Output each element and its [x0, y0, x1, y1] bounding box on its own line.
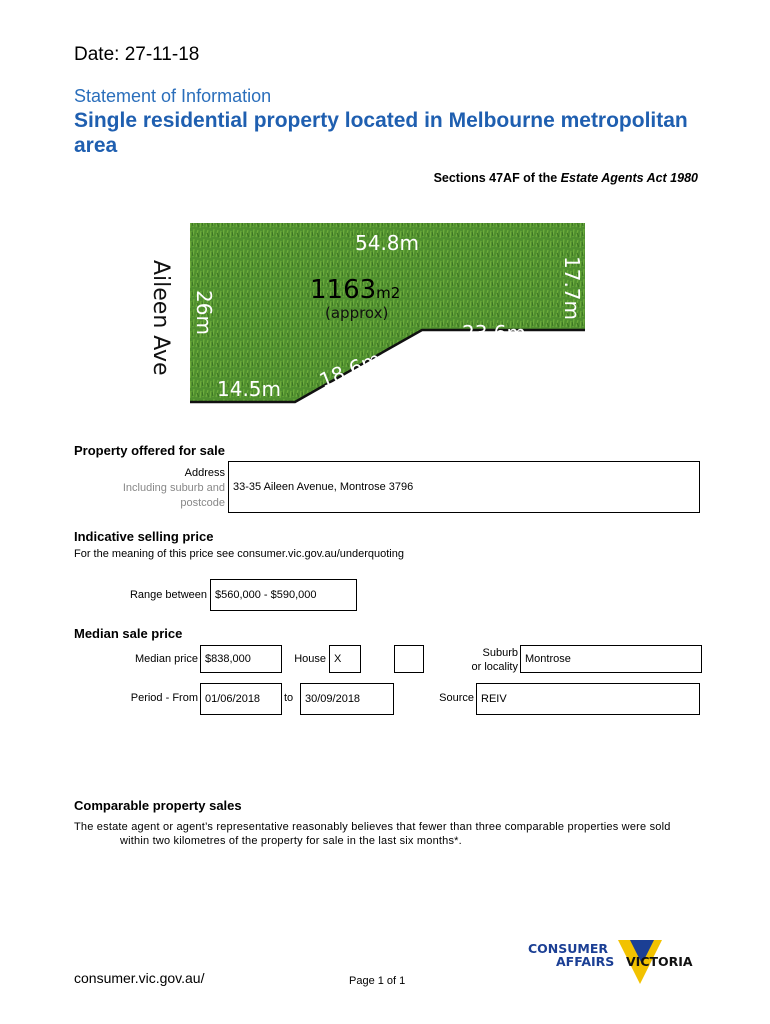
logo-text-consumer: CONSUMER [528, 941, 609, 956]
edge-top-label: 54.8m [355, 231, 420, 255]
legislation-prefix: Sections 47AF of the [433, 171, 561, 185]
house-checkbox[interactable]: X [329, 645, 361, 673]
page-title: Single residential property located in Melbourne metropolitan area [74, 109, 688, 157]
document-date: Date: 27-11-18 [74, 44, 200, 65]
address-label-line2: Including suburb and [122, 482, 225, 494]
period-from-field[interactable]: 01/06/2018 [200, 683, 282, 715]
range-label: Range between [129, 589, 207, 601]
footer-url[interactable]: consumer.vic.gov.au/ [74, 970, 205, 986]
median-price-heading: Median sale price [74, 626, 183, 641]
comparable-sales-heading: Comparable property sales [74, 798, 242, 813]
suburb-field[interactable]: Montrose [520, 645, 702, 673]
street-label: Aileen Ave [148, 260, 173, 376]
price-range-field[interactable]: $560,000 - $590,000 [210, 579, 357, 611]
address-label-line3: postcode [180, 497, 225, 509]
address-label-line1: Address [184, 467, 225, 479]
period-from-label: Period - From [130, 692, 198, 704]
area-value: 1163 [310, 275, 377, 305]
edge-left-label: 26m [192, 290, 216, 335]
statement-subtitle: Statement of Information [74, 86, 272, 106]
address-label [80, 466, 225, 511]
area-approx: (approx) [325, 304, 389, 322]
consumer-affairs-victoria-logo [526, 938, 704, 986]
property-offered-heading: Property offered for sale [74, 443, 225, 458]
comparable-sales-text-line1: The estate agent or agent’s representative reasonably believes that fewer than three comparable properties were sold [74, 821, 671, 833]
page-number: Page 1 of 1 [349, 975, 406, 987]
edge-inner-right-label: 23.6m [462, 321, 527, 345]
period-to-field[interactable]: 30/09/2018 [300, 683, 394, 715]
area-unit: m2 [376, 284, 401, 302]
address-field[interactable]: 33-35 Aileen Avenue, Montrose 3796 [228, 461, 700, 513]
edge-right-label: 17.7m [560, 256, 584, 321]
logo-text-victoria: VICTORIA [626, 954, 693, 969]
edge-diagonal-label: 18.6m [315, 346, 385, 393]
suburb-label-line2: or locality [471, 661, 518, 673]
legislation-reference [434, 171, 698, 185]
suburb-label-line1: Suburb [482, 647, 518, 659]
logo-text-affairs: AFFAIRS [556, 954, 615, 969]
source-label: Source [439, 692, 474, 704]
median-price-field[interactable]: $838,000 [200, 645, 282, 673]
legislation-act: Estate Agents Act 1980 [560, 171, 698, 185]
house-label: House [294, 653, 326, 665]
unit-checkbox[interactable] [394, 645, 424, 673]
period-to-label: to [284, 692, 294, 704]
source-field[interactable]: REIV [476, 683, 700, 715]
indicative-price-heading: Indicative selling price [74, 529, 214, 544]
comparable-sales-text-line2: within two kilometres of the property for sale in the last six months*. [120, 835, 462, 847]
median-price-label: Median price [135, 653, 198, 665]
indicative-price-note: For the meaning of this price see consumer.vic.gov.au/underquoting [74, 548, 404, 560]
property-plot-diagram [148, 218, 595, 408]
edge-bottom-label: 14.5m [217, 377, 282, 401]
suburb-label [440, 646, 518, 674]
